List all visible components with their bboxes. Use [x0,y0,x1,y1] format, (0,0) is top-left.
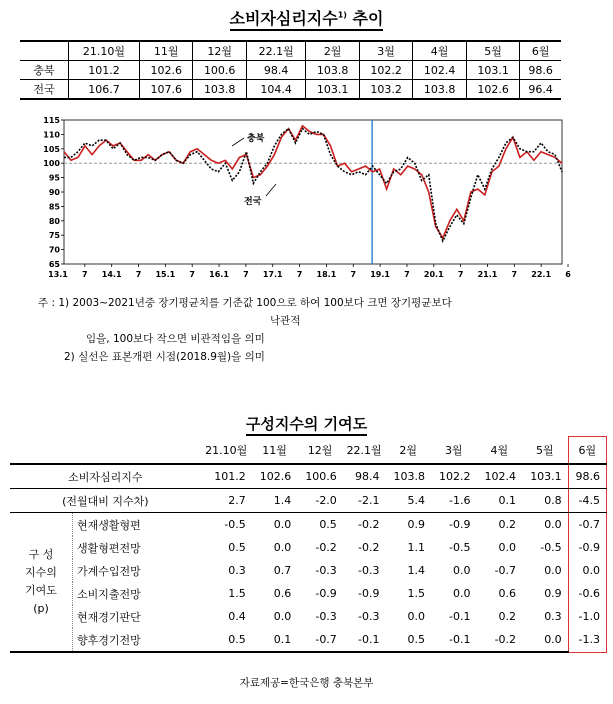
x-tick-label: 7 [189,270,195,279]
value-cell: 0.6 [498,587,517,600]
corner-cell [20,41,69,61]
value-cell: 0.0 [273,610,292,623]
x-tick-label: 7 [457,270,464,279]
x-tick-label: 6 [565,270,571,279]
source-note: 자료제공=한국은행 충북본부 [239,677,374,689]
value-cell: 0.2 [498,610,517,623]
value-cell: -1.3 [568,628,606,652]
value-cell: 2.7 [201,489,252,513]
row-label: (전월대비 지수차) [10,489,201,513]
section-title: 구성지수의 기여도 [0,413,613,434]
col-header: 4월 [413,41,466,61]
table-row [10,559,607,582]
x-tick-label: 17.1 [262,270,283,279]
row-label: 향후경기전망 [73,628,201,652]
row-label: 생활형편전망 [73,536,201,559]
value-cell: 0.4 [228,610,246,623]
value-cell: 1.1 [407,541,425,554]
group-label [10,513,73,653]
y-tick-label: 75 [48,231,60,241]
x-tick-label: 7 [296,270,303,279]
group-label-line: 구 성 [28,548,54,561]
diff-row [10,489,607,513]
table-row [10,513,607,537]
x-tick-label: 7 [82,270,88,279]
table-row [10,536,607,559]
y-tick-label: 115 [43,116,60,125]
value-cell: -0.3 [357,610,380,623]
value-cell: -4.5 [568,489,606,513]
y-tick-label: 100 [43,159,60,169]
col-header: 5월 [536,443,554,457]
y-tick-label: 110 [43,130,60,140]
value-cell: 0.5 [228,541,246,554]
value-cell: 98.6 [520,61,561,80]
row-label: 충북 [20,61,69,80]
value-cell: 0.7 [273,564,292,577]
x-tick-label: 7 [243,270,249,279]
note-1b: 낙관적 [270,315,301,327]
group-label-line: 지수의 [25,566,57,579]
col-header: 21.10월 [69,41,140,61]
value-cell: 102.4 [413,61,466,80]
value-cell: 102.6 [139,61,192,80]
value-cell: -0.2 [477,628,523,652]
group-label-line: 기여도 [25,584,57,597]
value-cell: 0.0 [522,628,568,652]
value-cell: 1.4 [252,489,298,513]
y-tick-label: 105 [43,144,60,154]
x-tick-label: 7 [404,270,410,279]
note-2: 2) 실선은 표본개편 시점(2018.9월)을 의미 [64,351,265,363]
value-cell: 98.4 [246,61,305,80]
group-label-line: (p) [33,602,49,615]
x-tick-label: 20.1 [423,270,444,279]
col-header: 12월 [307,443,333,457]
row-label: 소비지출전망 [73,582,201,605]
value-cell: 98.6 [568,464,606,489]
value-cell: -0.1 [449,610,471,623]
x-tick-label: 7 [350,270,357,279]
contribution-table [10,436,607,653]
row-label: 소비자심리지수 [10,464,201,489]
row-label: 가계수입전망 [73,559,201,582]
value-cell: 0.5 [385,628,431,652]
y-tick-label: 85 [48,202,60,212]
value-cell: 0.0 [498,541,517,554]
note-1: 주 : 1) 2003~2021년중 장기평균치를 기준값 100으로 하여 100보다 크면 장기평균보다 [38,297,452,309]
table-row [10,605,607,628]
value-cell: 103.1 [466,61,519,80]
value-cell: -0.3 [315,610,337,623]
col-header: 5월 [466,41,519,61]
note-1c: 임을, 100보다 작으면 비관적임을 의미 [86,333,265,345]
value-cell: -1.6 [431,489,477,513]
x-tick-label: 13.1 [48,270,68,279]
value-cell: -2.0 [297,489,343,513]
annotation-pointer [232,138,244,146]
value-cell: -0.5 [449,541,471,554]
x-tick-label: 18.1 [316,270,337,279]
csi-line-chart [43,114,574,286]
value-cell: 0.0 [453,587,471,600]
value-cell: 0.3 [544,610,562,623]
table-row [20,80,561,100]
value-cell: 104.4 [246,80,305,100]
y-tick-label: 65 [48,260,60,269]
value-cell: 0.9 [544,587,562,600]
col-header: 2월 [399,443,418,457]
value-cell: -1.0 [568,605,606,628]
x-tick-label: 19.1 [370,270,390,279]
value-cell: 106.7 [69,80,140,100]
col-header: 11월 [262,443,287,457]
y-tick-label: 90 [48,188,60,197]
value-cell: 0.9 [407,518,425,531]
value-cell: -0.6 [568,582,606,605]
col-header: 6월 [568,437,606,465]
col-header: 6월 [520,41,561,61]
value-cell: 102.6 [466,80,519,100]
value-cell: 0.0 [273,541,292,554]
table-row [20,61,561,80]
value-cell: 101.2 [201,464,252,489]
value-cell: 0.1 [252,628,298,652]
value-cell: 100.6 [193,61,246,80]
annotation-national: 전국 [244,197,262,207]
csi-row [10,464,607,489]
col-header: 2월 [306,41,359,61]
plot-frame [64,120,562,264]
value-cell: 103.2 [359,80,412,100]
row-label: 전국 [20,80,69,100]
x-tick-label: 22.1 [531,270,552,279]
value-cell: 102.4 [477,464,523,489]
value-cell: 103.1 [306,80,359,100]
value-cell: -0.7 [568,513,606,537]
x-tick-label: 7 [511,270,518,279]
value-cell: -0.1 [431,628,477,652]
y-tick-label: 70 [48,245,60,255]
col-header: 22.1월 [246,41,305,61]
annotation-chungbuk: 충북 [247,134,265,144]
value-cell: -2.1 [343,489,386,513]
value-cell: 0.0 [568,559,606,582]
value-cell: 103.8 [413,80,466,100]
y-tick-label: 80 [48,216,60,226]
value-cell: 0.6 [273,587,292,600]
value-cell: 1.5 [228,587,246,600]
footnotes [38,294,452,366]
annotation-pointer [266,184,276,196]
value-cell: 101.2 [69,61,140,80]
col-header: 3월 [444,443,463,457]
value-cell: -0.9 [449,518,471,531]
value-cell: 103.8 [193,80,246,100]
value-cell: 107.6 [139,80,192,100]
value-cell: 0.5 [201,628,252,652]
value-cell: -0.5 [224,518,246,531]
chart-title: 소비자심리지수$^{1)}$ 추이 [0,6,613,29]
value-cell: 0.0 [273,518,292,531]
value-cell: 103.8 [385,464,431,489]
value-cell: -0.9 [568,536,606,559]
x-tick-label: 7 [135,270,142,279]
col-header: 12월 [193,41,246,61]
value-cell: 1.4 [407,564,425,577]
value-cell: -0.5 [540,541,562,554]
value-cell: 102.6 [252,464,298,489]
value-cell: -0.2 [357,541,380,554]
value-cell: 0.1 [477,489,523,513]
x-tick-label: 16.1 [209,270,229,279]
value-cell: -0.7 [494,564,517,577]
table-row [10,628,607,652]
value-cell: -0.2 [357,518,380,531]
col-header: 21.10월 [205,443,248,457]
value-cell: 100.6 [297,464,343,489]
value-cell: -0.3 [315,564,337,577]
value-cell: 5.4 [385,489,431,513]
index-table [20,40,561,100]
x-tick-label: 21.1 [477,270,498,279]
value-cell: 0.0 [407,610,425,623]
row-label: 현재경기판단 [73,605,201,628]
x-tick-label: 14.1 [101,270,122,279]
value-cell: -0.9 [315,587,337,600]
col-header: 22.1월 [346,443,382,457]
table-row [10,582,607,605]
row-label: 현재생활형편 [73,513,201,537]
col-header: 4월 [490,443,509,457]
value-cell: 96.4 [520,80,561,100]
value-cell: 103.8 [306,61,359,80]
value-cell: 0.3 [228,564,246,577]
value-cell: 98.4 [343,464,386,489]
value-cell: -0.7 [297,628,343,652]
value-cell: 0.0 [544,518,562,531]
value-cell: 103.1 [522,464,568,489]
value-cell: 0.2 [498,518,517,531]
value-cell: 0.5 [319,518,337,531]
value-cell: 102.2 [431,464,477,489]
value-cell: -0.3 [357,564,380,577]
value-cell: 102.2 [359,61,412,80]
value-cell: -0.2 [315,541,337,554]
value-cell: 0.0 [544,564,562,577]
value-cell: 0.8 [522,489,568,513]
x-tick-label: 15.1 [155,270,176,279]
corner-cell [10,437,201,465]
value-cell: 1.5 [407,587,425,600]
value-cell: 0.0 [453,564,471,577]
col-header: 3월 [359,41,412,61]
value-cell: -0.1 [343,628,386,652]
value-cell: -0.9 [357,587,380,600]
y-tick-label: 95 [48,173,60,183]
col-header: 11월 [139,41,192,61]
